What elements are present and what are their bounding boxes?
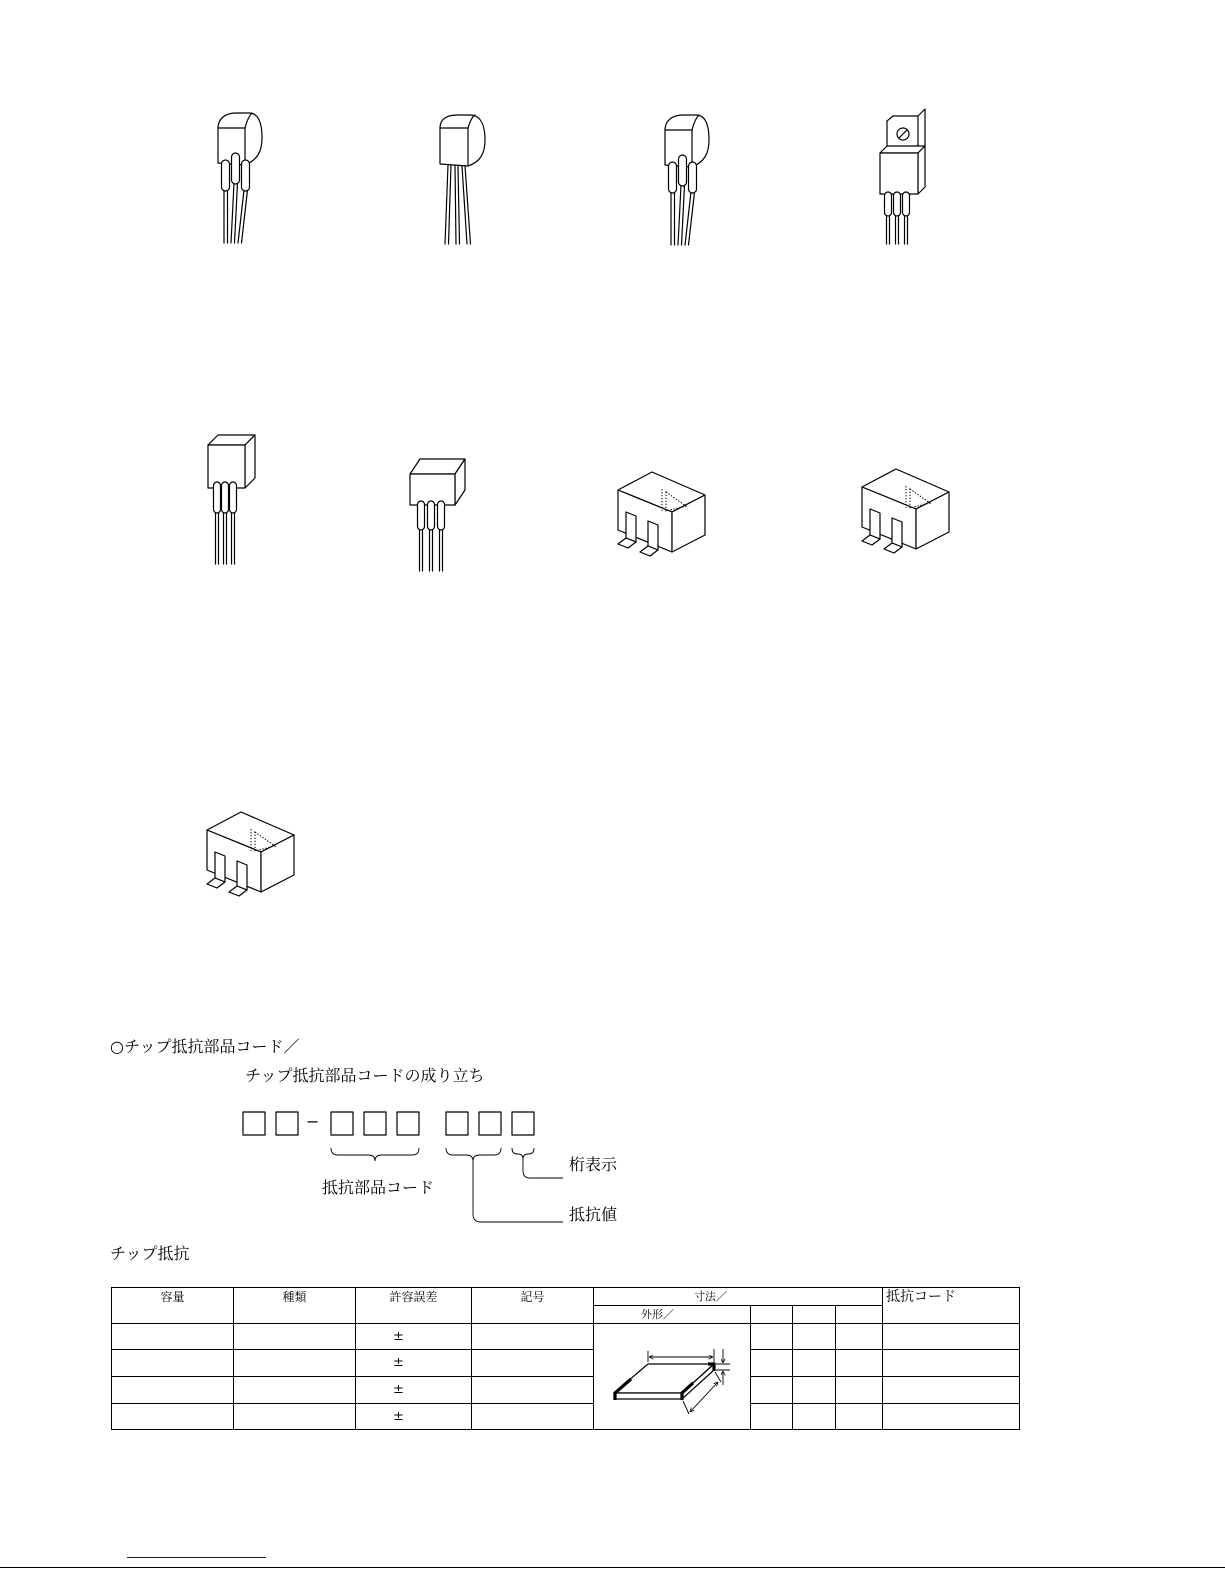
to92-package-formed-leads-2 xyxy=(665,115,709,245)
header-dim-cell xyxy=(836,1306,883,1324)
lead-left xyxy=(885,192,892,244)
cell-resistor-code xyxy=(883,1377,1020,1404)
package-body xyxy=(208,435,255,488)
lead-center xyxy=(222,482,229,564)
cell-dim xyxy=(793,1404,836,1430)
lead-right xyxy=(903,192,910,244)
label-value: 抵抗値 xyxy=(569,1205,618,1224)
package-body xyxy=(440,115,485,166)
code-digit-box xyxy=(446,1112,468,1135)
flat-package-tall xyxy=(208,435,255,564)
table-row xyxy=(112,1377,1020,1404)
code-digit-box xyxy=(397,1112,419,1135)
code-structure-diagram xyxy=(230,1100,580,1235)
code-digit-box xyxy=(276,1112,298,1135)
chip-resistor-table xyxy=(111,1287,1020,1430)
lead-right xyxy=(462,166,471,244)
cell-capacity xyxy=(112,1350,234,1377)
cell-symbol xyxy=(472,1404,594,1430)
header-dim-cell xyxy=(793,1306,836,1324)
cell-type xyxy=(234,1377,356,1404)
cell-capacity xyxy=(112,1404,234,1430)
header-resistor-code: 抵抗コード xyxy=(883,1288,1020,1324)
table-row xyxy=(112,1350,1020,1377)
to92-package-straight-leads xyxy=(440,115,485,244)
cell-symbol xyxy=(472,1377,594,1404)
cell-dim xyxy=(836,1404,883,1430)
header-type: 種類 xyxy=(234,1288,356,1324)
cell-type xyxy=(234,1404,356,1430)
label-digits: 桁表示 xyxy=(569,1155,618,1174)
section-heading: ○チップ抵抗部品コード／ xyxy=(110,1037,300,1056)
cell-dim xyxy=(836,1324,883,1350)
cell-dim xyxy=(793,1377,836,1404)
cell-dim xyxy=(751,1350,793,1377)
package-body xyxy=(880,146,925,194)
brace-digits xyxy=(512,1148,534,1159)
code-digit-boxes xyxy=(243,1112,534,1135)
lead-center xyxy=(231,153,240,243)
table-row xyxy=(112,1324,1020,1350)
dimension-thickness xyxy=(716,1349,730,1385)
table-row xyxy=(112,1404,1020,1430)
cell-dim xyxy=(836,1350,883,1377)
cell-dim xyxy=(751,1404,793,1430)
cell-dim xyxy=(793,1350,836,1377)
code-separator: − xyxy=(306,1112,320,1131)
sot23-package-1 xyxy=(618,472,705,556)
sot23-package-2 xyxy=(862,469,949,553)
lead-center xyxy=(428,501,435,571)
lead-left xyxy=(445,165,451,244)
code-digit-box xyxy=(331,1112,353,1135)
cell-tolerance: ± xyxy=(356,1324,472,1350)
footer-rule xyxy=(0,1567,1225,1568)
link-underline xyxy=(127,1557,266,1558)
header-dimensions: 寸法／ xyxy=(594,1288,883,1306)
header-outline: 外形／ xyxy=(594,1306,751,1324)
cell-tolerance: ± xyxy=(356,1377,472,1404)
code-digit-box xyxy=(364,1112,386,1135)
lead-left xyxy=(418,501,425,571)
sot23-package-3 xyxy=(207,812,294,896)
table-title: チップ抵抗 xyxy=(110,1244,190,1263)
lead-center xyxy=(894,192,901,244)
lead-right xyxy=(230,482,237,564)
leader-line-digits xyxy=(523,1159,563,1178)
package-body xyxy=(410,459,465,505)
lead-right xyxy=(438,501,445,571)
cell-resistor-code xyxy=(883,1404,1020,1430)
dimension-length xyxy=(648,1349,714,1362)
code-structure-title: チップ抵抗部品コードの成り立ち xyxy=(245,1066,485,1085)
code-digit-box xyxy=(479,1112,501,1135)
header-capacity: 容量 xyxy=(112,1288,234,1324)
cell-symbol xyxy=(472,1350,594,1377)
cell-dim xyxy=(836,1377,883,1404)
cell-outline-drawing xyxy=(594,1324,751,1430)
lead-left xyxy=(222,160,230,243)
cell-dim xyxy=(793,1324,836,1350)
to92-package-formed-leads-1 xyxy=(218,113,262,243)
header-tolerance: 許容誤差 xyxy=(356,1288,472,1324)
lead-center xyxy=(455,166,460,244)
cell-type xyxy=(234,1350,356,1377)
flat-package-wide xyxy=(410,459,465,571)
label-part-code: 抵抗部品コード xyxy=(322,1178,435,1197)
header-symbol: 記号 xyxy=(472,1288,594,1324)
code-digit-box xyxy=(512,1112,534,1135)
header-row xyxy=(112,1288,1020,1306)
cell-symbol xyxy=(472,1324,594,1350)
chip-resistor-outline xyxy=(594,1324,750,1428)
cell-resistor-code xyxy=(883,1324,1020,1350)
to220-package xyxy=(880,109,925,244)
cell-type xyxy=(234,1324,356,1350)
lead-left xyxy=(214,482,221,564)
cell-dim xyxy=(751,1324,793,1350)
header-dim-cell xyxy=(751,1306,793,1324)
cell-tolerance: ± xyxy=(356,1404,472,1430)
cell-resistor-code xyxy=(883,1350,1020,1377)
leader-line-value xyxy=(473,1161,563,1222)
heatsink-tab xyxy=(887,109,925,150)
code-digit-box xyxy=(243,1112,265,1135)
brace-part-code xyxy=(331,1148,419,1161)
brace-value xyxy=(446,1148,501,1161)
cell-dim xyxy=(751,1377,793,1404)
cell-capacity xyxy=(112,1377,234,1404)
cell-tolerance: ± xyxy=(356,1350,472,1377)
cell-capacity xyxy=(112,1324,234,1350)
